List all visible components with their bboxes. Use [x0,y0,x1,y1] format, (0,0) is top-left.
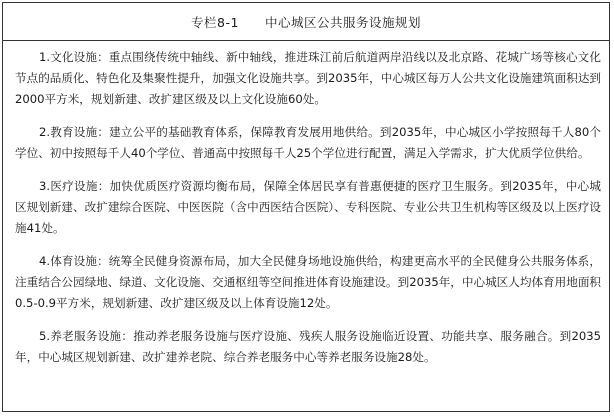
paragraph-sports: 4.体育设施：统筹全民健身资源布局，加大全民健身场地设施供给，构建更高水平的全民健身公共服务体系，注重结合公园绿地、绿道、文化设施、交通枢纽等空间推进体育设施建设。到2035年，中心城区人均体育用地面积0.5-0.9平方米，规划新建、改扩建区级及以上体育设施12处。 [15,254,602,310]
column-box [2,2,610,412]
column-title [3,3,609,41]
column-number: 专栏8-1 [191,14,239,30]
paragraph-education: 2.教育设施：建立公平的基础教育体系，保障教育发展用地供给。到2035年，中心城区小学按照每千人80个学位、初中按照每千人40个学位、普通高中按照每千人25个学位进行配置，满足入学需求，扩大优质学位供给。 [15,125,601,160]
column-body [3,41,609,368]
paragraph-elderly-care: 5.养老服务设施：推动养老服务设施与医疗设施、残疾人服务设施临近设置、功能共享、服务融合。到2035年，中心城区规划新建、改扩建养老院、综合养老服务中心等养老服务设施28处。 [15,329,601,364]
paragraph-medical: 3.医疗设施：加快优质医疗资源均衡布局，保障全体居民享有普惠便捷的医疗卫生服务。到2035年，中心城区规划新建、改扩建综合医院、中医医院（含中西医结合医院）、专科医院、专业公共卫生机构等区级及以上医疗设施41处。 [15,179,601,235]
column-heading: 中心城区公共服务设施规划 [264,14,421,30]
paragraph-culture: 1.文化设施：重点围绕传统中轴线、新中轴线，推进珠江前后航道两岸沿线以及北京路、花城广场等核心文化节点的品质化、特色化及集聚性提升，加强文化设施共享。到2035年，中心城区每万人公共文化设施建筑面积达到2000平方米，规划新建、改扩建区级及以上文化设施60处。 [15,50,602,106]
